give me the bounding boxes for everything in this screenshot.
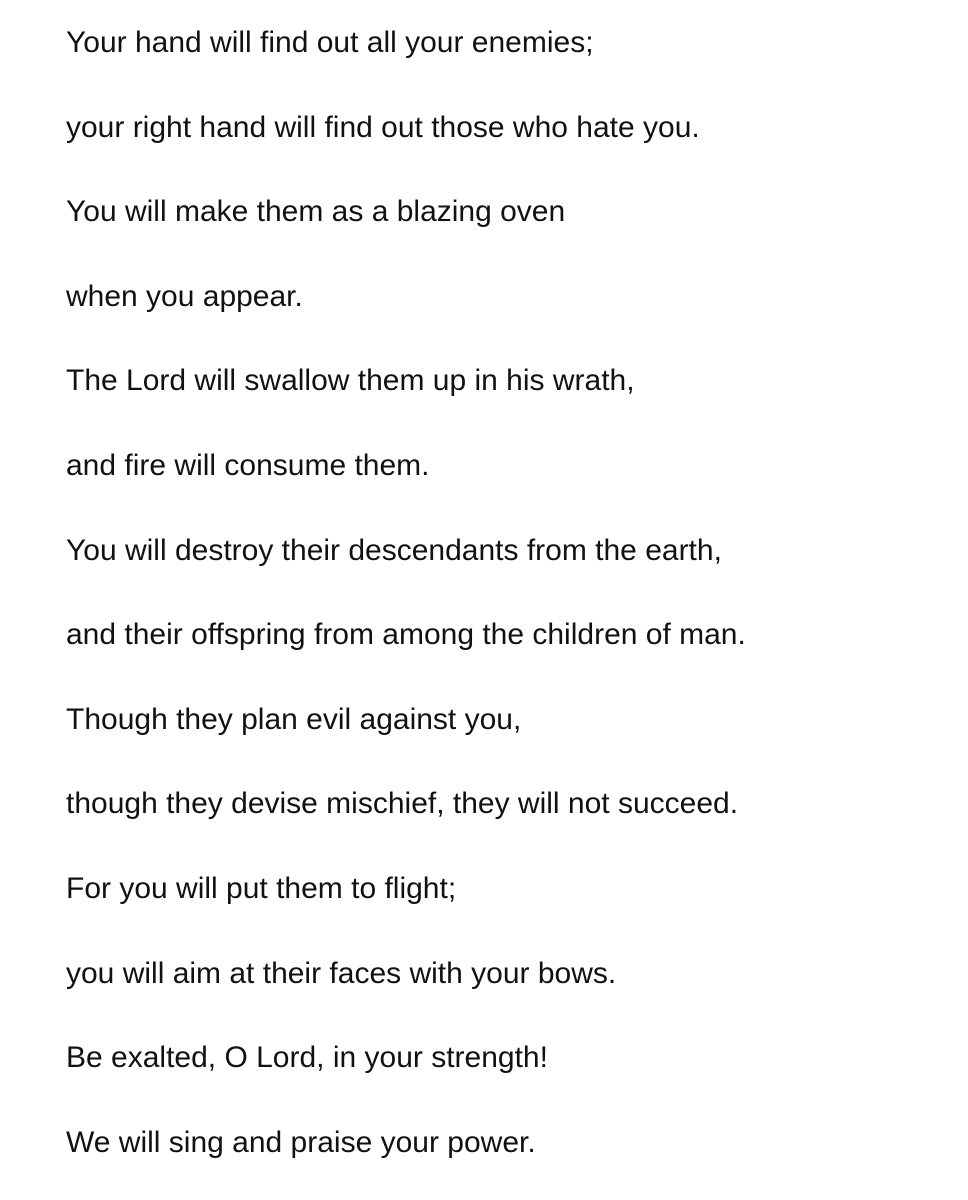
verse-line-8: and their offspring from among the children of man. <box>66 618 746 652</box>
verse-line-11: For you will put them to flight; <box>66 871 457 905</box>
verse-line-1: Your hand will find out all your enemies; <box>66 26 594 59</box>
verse-line-5: The Lord will swallow them up in his wrath, <box>66 364 635 398</box>
verse-line-10: though they devise mischief, they will not succeed. <box>66 787 739 821</box>
verse-line-7: You will destroy their descendants from the earth, <box>66 533 722 567</box>
verse-lines <box>66 26 746 1200</box>
verse-line-9: Though they plan evil against you, <box>66 702 522 736</box>
verse-line-13: Be exalted, O Lord, in your strength! <box>66 1041 548 1075</box>
verse-line-2: your right hand will find out those who hate you. <box>66 110 700 144</box>
verse-line-6: and fire will consume them. <box>66 448 430 482</box>
verse-line-3: You will make them as a blazing oven <box>66 195 566 229</box>
verse-line-12: you will aim at their faces with your bows. <box>66 956 617 990</box>
verse-line-14: We will sing and praise your power. <box>66 1125 536 1159</box>
verse-line-4: when you appear. <box>66 279 303 313</box>
